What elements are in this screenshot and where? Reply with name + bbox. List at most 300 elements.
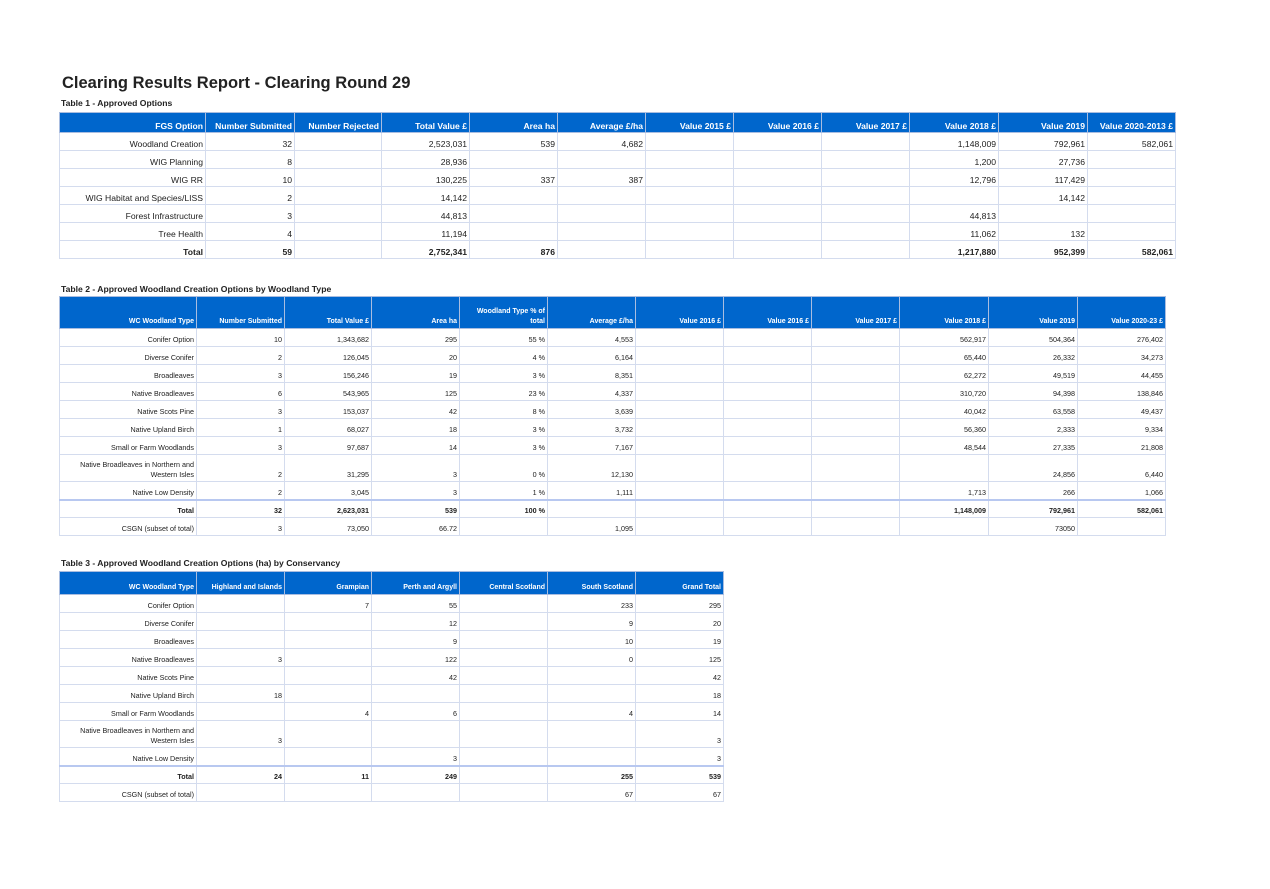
table-cell xyxy=(460,595,548,613)
table-row xyxy=(60,205,1176,223)
table-row xyxy=(60,703,724,721)
table-cell: 138,846 xyxy=(1078,383,1166,401)
table-cell: 1,343,682 xyxy=(285,329,372,347)
table-cell xyxy=(812,500,900,518)
table-cell: 3 xyxy=(636,721,724,748)
table-cell: 27,736 xyxy=(999,151,1088,169)
table-cell: 21,808 xyxy=(1078,437,1166,455)
table-cell xyxy=(285,649,372,667)
column-header: Central Scotland xyxy=(460,572,548,595)
table1-caption: Table 1 - Approved Options xyxy=(61,98,173,108)
table-cell xyxy=(734,205,822,223)
column-header: Area ha xyxy=(372,297,460,329)
table-cell: 97,687 xyxy=(285,437,372,455)
table-cell: 48,544 xyxy=(900,437,989,455)
table-cell: 2 xyxy=(197,482,285,500)
table-cell: 1,066 xyxy=(1078,482,1166,500)
table-cell: 18 xyxy=(197,685,285,703)
row-label: Conifer Option xyxy=(60,329,197,347)
table-cell: 3,732 xyxy=(548,419,636,437)
column-header: Area ha xyxy=(470,113,558,133)
table-cell xyxy=(548,500,636,518)
table-cell: 34,273 xyxy=(1078,347,1166,365)
table-cell: 19 xyxy=(372,365,460,383)
row-label: Native Scots Pine xyxy=(60,401,197,419)
row-label: Forest Infrastructure xyxy=(60,205,206,223)
table-cell: 55 % xyxy=(460,329,548,347)
row-label: Small or Farm Woodlands xyxy=(60,703,197,721)
table-cell xyxy=(1088,187,1176,205)
table-cell: 582,061 xyxy=(1088,133,1176,151)
table-cell: 100 % xyxy=(460,500,548,518)
table-cell xyxy=(1088,205,1176,223)
table-cell: 153,037 xyxy=(285,401,372,419)
table-cell: 8,351 xyxy=(548,365,636,383)
table-cell xyxy=(460,685,548,703)
row-label: WIG Planning xyxy=(60,151,206,169)
table-cell: 539 xyxy=(636,766,724,784)
table-cell xyxy=(900,455,989,482)
table-cell: 4 xyxy=(548,703,636,721)
table-cell: 276,402 xyxy=(1078,329,1166,347)
table-cell: 1,111 xyxy=(548,482,636,500)
table-cell: 4 xyxy=(206,223,295,241)
table-cell: 11,194 xyxy=(382,223,470,241)
table-row xyxy=(60,685,724,703)
table-cell: 10 xyxy=(206,169,295,187)
table-cell: 3 xyxy=(636,748,724,766)
row-label: Diverse Conifer xyxy=(60,613,197,631)
table-cell: 539 xyxy=(372,500,460,518)
table-cell xyxy=(460,748,548,766)
table-cell: 18 xyxy=(372,419,460,437)
table-cell: 295 xyxy=(636,595,724,613)
column-header: Value 2019 xyxy=(999,113,1088,133)
table-row xyxy=(60,347,1166,365)
table-cell xyxy=(460,613,548,631)
table-cell xyxy=(295,169,382,187)
table-cell xyxy=(724,383,812,401)
table-cell xyxy=(197,667,285,685)
table-cell xyxy=(285,613,372,631)
row-label: Total xyxy=(60,500,197,518)
table-cell: 266 xyxy=(989,482,1078,500)
column-header: Highland and Islands xyxy=(197,572,285,595)
table-cell: 44,455 xyxy=(1078,365,1166,383)
table-cell: 4 xyxy=(285,703,372,721)
table-cell xyxy=(646,223,734,241)
table-cell: 3 % xyxy=(460,437,548,455)
table-cell xyxy=(822,169,910,187)
table-cell xyxy=(910,187,999,205)
table-cell: 543,965 xyxy=(285,383,372,401)
column-header: Value 2018 £ xyxy=(910,113,999,133)
table-cell: 0 xyxy=(548,649,636,667)
table-row xyxy=(60,401,1166,419)
table-cell xyxy=(197,784,285,802)
table-cell: 3 xyxy=(197,721,285,748)
table-cell xyxy=(724,482,812,500)
header-row xyxy=(60,297,1166,329)
table-cell xyxy=(548,685,636,703)
table-cell xyxy=(285,748,372,766)
table-cell xyxy=(812,518,900,536)
table-cell xyxy=(724,518,812,536)
table-cell xyxy=(636,401,724,419)
column-header: Number Submitted xyxy=(197,297,285,329)
table-cell: 1,217,880 xyxy=(910,241,999,259)
table-cell: 23 % xyxy=(460,383,548,401)
header-row xyxy=(60,113,1176,133)
table-cell: 49,437 xyxy=(1078,401,1166,419)
table-row xyxy=(60,721,724,748)
column-header: Value 2019 xyxy=(989,297,1078,329)
table-cell: 310,720 xyxy=(900,383,989,401)
table-cell: 68,027 xyxy=(285,419,372,437)
table-cell: 9 xyxy=(548,613,636,631)
approved-options-table xyxy=(59,112,1176,259)
table-cell: 19 xyxy=(636,631,724,649)
table-cell: 156,246 xyxy=(285,365,372,383)
table-cell xyxy=(295,223,382,241)
table-cell xyxy=(900,518,989,536)
table-cell xyxy=(812,482,900,500)
table-cell xyxy=(734,169,822,187)
table-cell: 44,813 xyxy=(910,205,999,223)
table-cell xyxy=(812,383,900,401)
table-cell xyxy=(1088,169,1176,187)
table-cell: 32 xyxy=(197,500,285,518)
table-cell: 24 xyxy=(197,766,285,784)
table-cell: 42 xyxy=(372,667,460,685)
table-cell: 6,164 xyxy=(548,347,636,365)
table-cell: 12,130 xyxy=(548,455,636,482)
table-cell xyxy=(460,703,548,721)
column-header: Value 2018 £ xyxy=(900,297,989,329)
table-cell: 6 xyxy=(197,383,285,401)
table-cell xyxy=(734,133,822,151)
table-row xyxy=(60,383,1166,401)
table-cell xyxy=(646,133,734,151)
table-row xyxy=(60,133,1176,151)
table-cell xyxy=(734,187,822,205)
table-cell xyxy=(285,721,372,748)
table-cell xyxy=(636,347,724,365)
table-cell: 56,360 xyxy=(900,419,989,437)
table-cell xyxy=(636,383,724,401)
table-cell xyxy=(548,721,636,748)
table-cell: 3 xyxy=(372,482,460,500)
table-row xyxy=(60,518,1166,536)
table-cell xyxy=(646,151,734,169)
table-row xyxy=(60,437,1166,455)
table-cell: 8 xyxy=(206,151,295,169)
table-cell: 2 xyxy=(206,187,295,205)
table-cell: 3,045 xyxy=(285,482,372,500)
table-cell: 4,682 xyxy=(558,133,646,151)
table-cell: 1 xyxy=(197,419,285,437)
table-cell: 3,639 xyxy=(548,401,636,419)
table-cell: 387 xyxy=(558,169,646,187)
table-cell: 42 xyxy=(372,401,460,419)
table-cell: 14 xyxy=(372,437,460,455)
table-cell xyxy=(558,187,646,205)
table-cell xyxy=(724,500,812,518)
table-cell xyxy=(636,518,724,536)
table-cell: 40,042 xyxy=(900,401,989,419)
table-cell xyxy=(734,223,822,241)
table-cell: 20 xyxy=(636,613,724,631)
table-cell: 249 xyxy=(372,766,460,784)
table-cell xyxy=(812,437,900,455)
column-header: Grand Total xyxy=(636,572,724,595)
table-cell xyxy=(372,721,460,748)
row-label: CSGN (subset of total) xyxy=(60,784,197,802)
table-cell: 1,200 xyxy=(910,151,999,169)
table-cell: 337 xyxy=(470,169,558,187)
table-cell xyxy=(636,365,724,383)
woodland-type-table xyxy=(59,296,1166,536)
table-cell xyxy=(1078,518,1166,536)
table-cell: 125 xyxy=(372,383,460,401)
table-cell: 1 % xyxy=(460,482,548,500)
table-cell: 67 xyxy=(636,784,724,802)
report-title: Clearing Results Report - Clearing Round 29 xyxy=(62,74,411,92)
row-label: Native Low Density xyxy=(60,482,197,500)
table-row xyxy=(60,187,1176,205)
column-header: WC Woodland Type xyxy=(60,297,197,329)
table-cell: 1,148,009 xyxy=(900,500,989,518)
table-cell: 3 xyxy=(206,205,295,223)
table-cell: 126,045 xyxy=(285,347,372,365)
column-header: Value 2016 £ xyxy=(724,297,812,329)
table-cell xyxy=(197,703,285,721)
row-label: CSGN (subset of total) xyxy=(60,518,197,536)
table-cell xyxy=(812,347,900,365)
table-cell xyxy=(812,365,900,383)
table-cell xyxy=(295,133,382,151)
row-label: Conifer Option xyxy=(60,595,197,613)
table-cell xyxy=(372,784,460,802)
table-cell: 3 xyxy=(197,437,285,455)
total-row xyxy=(60,241,1176,259)
table-cell: 2 xyxy=(197,347,285,365)
table-cell xyxy=(646,169,734,187)
table-cell: 0 % xyxy=(460,455,548,482)
table-cell: 73050 xyxy=(989,518,1078,536)
table-cell: 14,142 xyxy=(999,187,1088,205)
table-cell xyxy=(646,187,734,205)
table-cell: 117,429 xyxy=(999,169,1088,187)
table-cell: 3 % xyxy=(460,365,548,383)
table-cell xyxy=(812,329,900,347)
table-cell: 7 xyxy=(285,595,372,613)
table2-caption: Table 2 - Approved Woodland Creation Options by Woodland Type xyxy=(61,284,332,294)
table-row xyxy=(60,419,1166,437)
table-row xyxy=(60,223,1176,241)
table-cell: 28,936 xyxy=(382,151,470,169)
table-cell xyxy=(197,595,285,613)
row-label: WIG RR xyxy=(60,169,206,187)
table-row xyxy=(60,613,724,631)
table-cell xyxy=(295,187,382,205)
column-header: Total Value £ xyxy=(285,297,372,329)
table-row xyxy=(60,151,1176,169)
table-cell: 792,961 xyxy=(989,500,1078,518)
column-header: Value 2020-2013 £ xyxy=(1088,113,1176,133)
table-cell: 504,364 xyxy=(989,329,1078,347)
column-header: South Scotland xyxy=(548,572,636,595)
total-row xyxy=(60,500,1166,518)
column-header: Value 2017 £ xyxy=(812,297,900,329)
table-cell: 3 xyxy=(197,365,285,383)
table-cell xyxy=(470,151,558,169)
table-cell xyxy=(636,437,724,455)
table-cell xyxy=(470,187,558,205)
table-cell: 4 % xyxy=(460,347,548,365)
table-cell xyxy=(636,500,724,518)
row-label: Broadleaves xyxy=(60,631,197,649)
row-label: WIG Habitat and Species/LISS xyxy=(60,187,206,205)
row-label: Native Scots Pine xyxy=(60,667,197,685)
table-cell: 3 xyxy=(197,649,285,667)
table-cell xyxy=(1088,223,1176,241)
table-cell xyxy=(197,748,285,766)
table-cell: 6 xyxy=(372,703,460,721)
table-cell xyxy=(734,241,822,259)
column-header: Value 2017 £ xyxy=(822,113,910,133)
header-row xyxy=(60,572,724,595)
table-cell xyxy=(295,151,382,169)
table-cell: 8 % xyxy=(460,401,548,419)
column-header: Value 2015 £ xyxy=(646,113,734,133)
table-cell: 1,148,009 xyxy=(910,133,999,151)
table-cell: 792,961 xyxy=(999,133,1088,151)
table-cell xyxy=(724,455,812,482)
table-cell: 539 xyxy=(470,133,558,151)
table3-caption: Table 3 - Approved Woodland Creation Options (ha) by Conservancy xyxy=(61,558,341,568)
table-cell: 62,272 xyxy=(900,365,989,383)
column-header: Value 2020-23 £ xyxy=(1078,297,1166,329)
table-cell xyxy=(372,685,460,703)
table-cell xyxy=(822,205,910,223)
table-row xyxy=(60,667,724,685)
table-cell xyxy=(285,784,372,802)
column-header: Woodland Type % of total xyxy=(460,297,548,329)
table-cell: 3 xyxy=(197,401,285,419)
column-header: Perth and Argyll xyxy=(372,572,460,595)
table-cell: 295 xyxy=(372,329,460,347)
table-row xyxy=(60,455,1166,482)
table-cell: 18 xyxy=(636,685,724,703)
table-cell xyxy=(285,685,372,703)
row-label: Small or Farm Woodlands xyxy=(60,437,197,455)
table-cell: 132 xyxy=(999,223,1088,241)
table-cell: 63,558 xyxy=(989,401,1078,419)
table-cell xyxy=(470,205,558,223)
table-cell xyxy=(822,187,910,205)
column-header: Average £/ha xyxy=(548,297,636,329)
table-cell xyxy=(460,649,548,667)
table-cell: 952,399 xyxy=(999,241,1088,259)
row-label: Native Broadleaves in Northern and Western Isles xyxy=(60,455,197,482)
table-cell: 11,062 xyxy=(910,223,999,241)
table-cell xyxy=(724,401,812,419)
table-cell xyxy=(734,151,822,169)
row-label: Broadleaves xyxy=(60,365,197,383)
table-cell: 2,623,031 xyxy=(285,500,372,518)
table-cell xyxy=(646,241,734,259)
table-cell: 582,061 xyxy=(1088,241,1176,259)
table-cell xyxy=(724,419,812,437)
table-cell xyxy=(470,223,558,241)
table-cell xyxy=(460,518,548,536)
table-cell: 32 xyxy=(206,133,295,151)
table-cell: 14,142 xyxy=(382,187,470,205)
table-cell: 11 xyxy=(285,766,372,784)
table-cell: 1,095 xyxy=(548,518,636,536)
table-cell xyxy=(822,241,910,259)
table-cell: 876 xyxy=(470,241,558,259)
table-cell xyxy=(460,667,548,685)
table-cell xyxy=(812,401,900,419)
table-cell: 2,752,341 xyxy=(382,241,470,259)
table-cell: 24,856 xyxy=(989,455,1078,482)
table-cell xyxy=(295,205,382,223)
row-label: Native Upland Birch xyxy=(60,685,197,703)
table-cell: 3 % xyxy=(460,419,548,437)
table-cell xyxy=(558,241,646,259)
table-cell xyxy=(460,784,548,802)
table-cell xyxy=(460,631,548,649)
table-cell: 49,519 xyxy=(989,365,1078,383)
table-cell xyxy=(812,419,900,437)
table-cell xyxy=(822,223,910,241)
column-header: WC Woodland Type xyxy=(60,572,197,595)
row-label: Tree Health xyxy=(60,223,206,241)
column-header: Value 2016 £ xyxy=(734,113,822,133)
column-header: FGS Option xyxy=(60,113,206,133)
table-cell: 3 xyxy=(372,748,460,766)
table-cell xyxy=(460,721,548,748)
row-label: Total xyxy=(60,766,197,784)
table-cell: 59 xyxy=(206,241,295,259)
column-header: Value 2016 £ xyxy=(636,297,724,329)
table-cell: 66.72 xyxy=(372,518,460,536)
total-row xyxy=(60,766,724,784)
table-cell: 65,440 xyxy=(900,347,989,365)
table-cell xyxy=(822,133,910,151)
table-cell xyxy=(285,667,372,685)
table-row xyxy=(60,595,724,613)
row-label: Diverse Conifer xyxy=(60,347,197,365)
table-cell xyxy=(558,223,646,241)
row-label: Native Broadleaves in Northern and Western Isles xyxy=(60,721,197,748)
table-cell xyxy=(460,766,548,784)
table-row xyxy=(60,631,724,649)
table-cell: 1,713 xyxy=(900,482,989,500)
table-cell: 562,917 xyxy=(900,329,989,347)
table-cell xyxy=(724,437,812,455)
conservancy-table xyxy=(59,571,724,802)
table-cell xyxy=(558,205,646,223)
table-cell: 73,050 xyxy=(285,518,372,536)
table-cell: 55 xyxy=(372,595,460,613)
table-cell xyxy=(724,347,812,365)
table-cell xyxy=(636,419,724,437)
table-cell xyxy=(636,455,724,482)
column-header: Number Submitted xyxy=(206,113,295,133)
